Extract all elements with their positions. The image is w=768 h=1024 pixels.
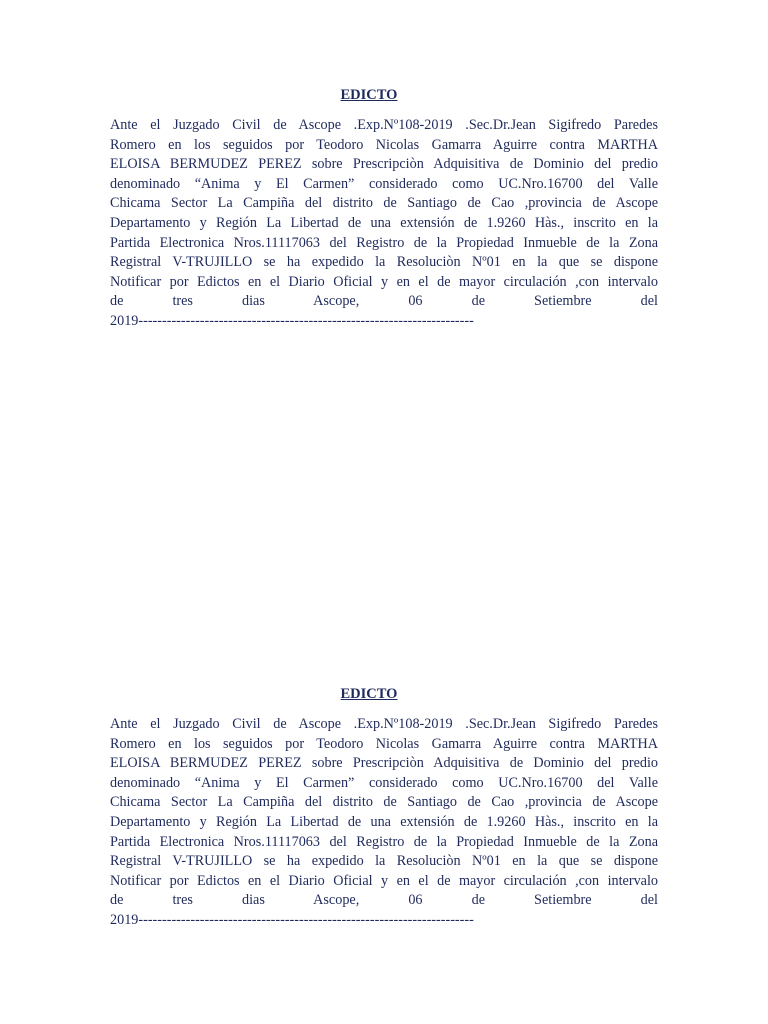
edict-line: Notificar por Edictos en el Diario Oficial y en el de mayor circulación ,con intervalo	[110, 273, 658, 290]
edict-line: Registral V-TRUJILLO se ha expedido la Resoluciòn Nº01 en la que se dispone	[110, 853, 658, 870]
edict-line: Chicama Sector La Campiña del distrito de Santiago de Cao ,provincia de Ascope	[110, 195, 658, 212]
edict-line: denominado “Anima y El Carmen” considerado como UC.Nro.16700 del Valle	[110, 175, 658, 192]
edict-line: Registral V-TRUJILLO se ha expedido la Resoluciòn Nº01 en la que se dispone	[110, 254, 658, 271]
edict-line: Romero en los seguidos por Teodoro Nicolas Gamarra Aguirre contra MARTHA	[110, 735, 658, 752]
edict-line: Romero en los seguidos por Teodoro Nicolas Gamarra Aguirre contra MARTHA	[110, 136, 658, 153]
edict-line: denominado “Anima y El Carmen” considerado como UC.Nro.16700 del Valle	[110, 774, 658, 791]
edict-line: Ante el Juzgado Civil de Ascope .Exp.Nº108-2019 .Sec.Dr.Jean Sigifredo Paredes	[110, 117, 658, 133]
edict-line: Departamento y Región La Libertad de una extensión de 1.9260 Hàs., inscrito en la	[110, 813, 658, 830]
edict-line: 2019-----------------------------------------------------------------------	[110, 312, 474, 329]
edict-line: ELOISA BERMUDEZ PEREZ sobre Prescripciòn Adquisitiva de Dominio del predio	[110, 755, 658, 772]
edict-block	[110, 685, 658, 931]
edict-line: de tres dias Ascope, 06 de Setiembre del	[110, 892, 658, 909]
edict-line: 2019-----------------------------------------------------------------------	[110, 911, 474, 928]
edict-line: Departamento y Región La Libertad de una extensión de 1.9260 Hàs., inscrito en la	[110, 214, 658, 231]
edict-line: Partida Electronica Nros.11117063 del Registro de la Propiedad Inmueble de la Zona	[110, 833, 658, 850]
edict-block	[110, 86, 658, 332]
edict-line: Notificar por Edictos en el Diario Oficial y en el de mayor circulación ,con intervalo	[110, 872, 658, 889]
edict-line: Partida Electronica Nros.11117063 del Registro de la Propiedad Inmueble de la Zona	[110, 234, 658, 251]
edict-title: EDICTO	[340, 87, 398, 103]
edict-title: EDICTO	[340, 686, 398, 702]
edict-line: Chicama Sector La Campiña del distrito de Santiago de Cao ,provincia de Ascope	[110, 794, 658, 811]
edict-line: ELOISA BERMUDEZ PEREZ sobre Prescripciòn Adquisitiva de Dominio del predio	[110, 156, 658, 173]
edict-line: de tres dias Ascope, 06 de Setiembre del	[110, 293, 658, 310]
edict-line: Ante el Juzgado Civil de Ascope .Exp.Nº108-2019 .Sec.Dr.Jean Sigifredo Paredes	[110, 716, 658, 732]
